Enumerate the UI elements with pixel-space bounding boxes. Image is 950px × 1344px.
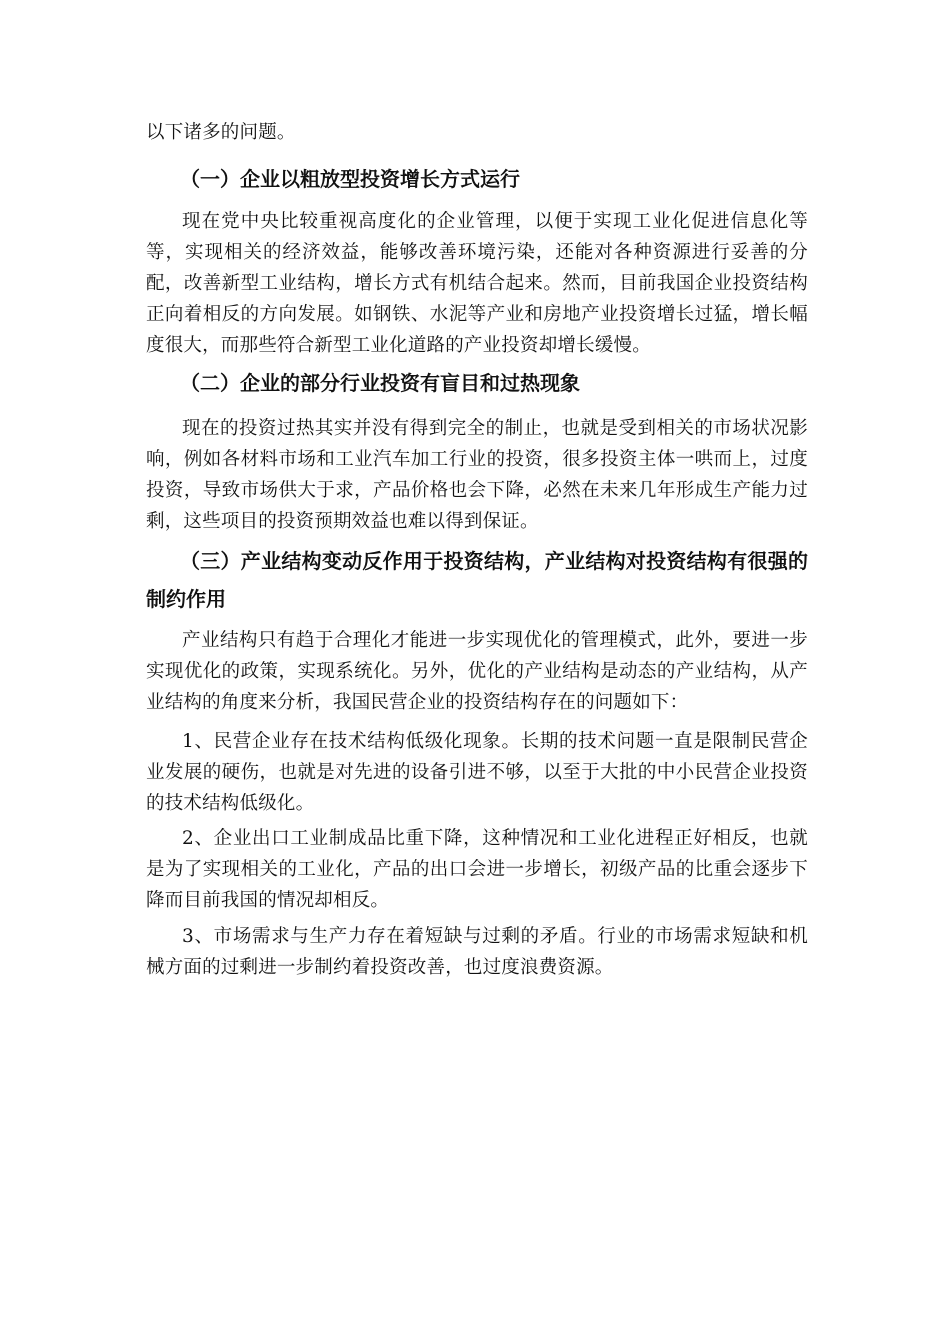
section-heading-1: （一）企业以粗放型投资增长方式运行	[180, 167, 520, 191]
paragraph-continuation: 以下诸多的问题。	[146, 122, 296, 143]
list-item-3: 3、市场需求与生产力存在着短缺与过剩的矛盾。行业的市场需求短缺和机械方面的过剩进一步制约着投资改善，也过度浪费资源。	[146, 926, 808, 978]
section-heading-3: （三）产业结构变动反作用于投资结构，产业结构对投资结构有很强的制约作用	[146, 549, 808, 611]
list-item-2: 2、企业出口工业制成品比重下降，这种情况和工业化进程正好相反，也就是为了实现相关的工业化，产品的出口会进一步增长，初级产品的比重会逐步下降而目前我国的情况却相反。	[146, 828, 808, 911]
paragraph-1: 现在党中央比较重视高度化的企业管理，以便于实现工业化促进信息化等等，实现相关的经济效益，能够改善环境污染，还能对各种资源进行妥善的分配，改善新型工业结构，增长方式有机结合起来。然而，目前我国企业投资结构正向着相反的方向发展。如钢铁、水泥等产业和房地产业投资增长过猛，增长幅度很大，而那些符合新型工业化道路的产业投资却增长缓慢。	[146, 211, 808, 356]
paragraph-3: 产业结构只有趋于合理化才能进一步实现优化的管理模式，此外，要进一步实现优化的政策，实现系统化。另外，优化的产业结构是动态的产业结构，从产业结构的角度来分析，我国民营企业的投资结构存在的问题如下：	[146, 630, 808, 713]
section-heading-2: （二）企业的部分行业投资有盲目和过热现象	[180, 371, 580, 395]
paragraph-2: 现在的投资过热其实并没有得到完全的制止，也就是受到相关的市场状况影响，例如各材料市场和工业汽车加工行业的投资，很多投资主体一哄而上，过度投资，导致市场供大于求，产品价格也会下降，必然在未来几年形成生产能力过剩，这些项目的投资预期效益也难以得到保证。	[146, 418, 808, 532]
list-item-1: 1、民营企业存在技术结构低级化现象。长期的技术问题一直是限制民营企业发展的硬伤，也就是对先进的设备引进不够，以至于大批的中小民营企业投资的技术结构低级化。	[146, 731, 808, 814]
